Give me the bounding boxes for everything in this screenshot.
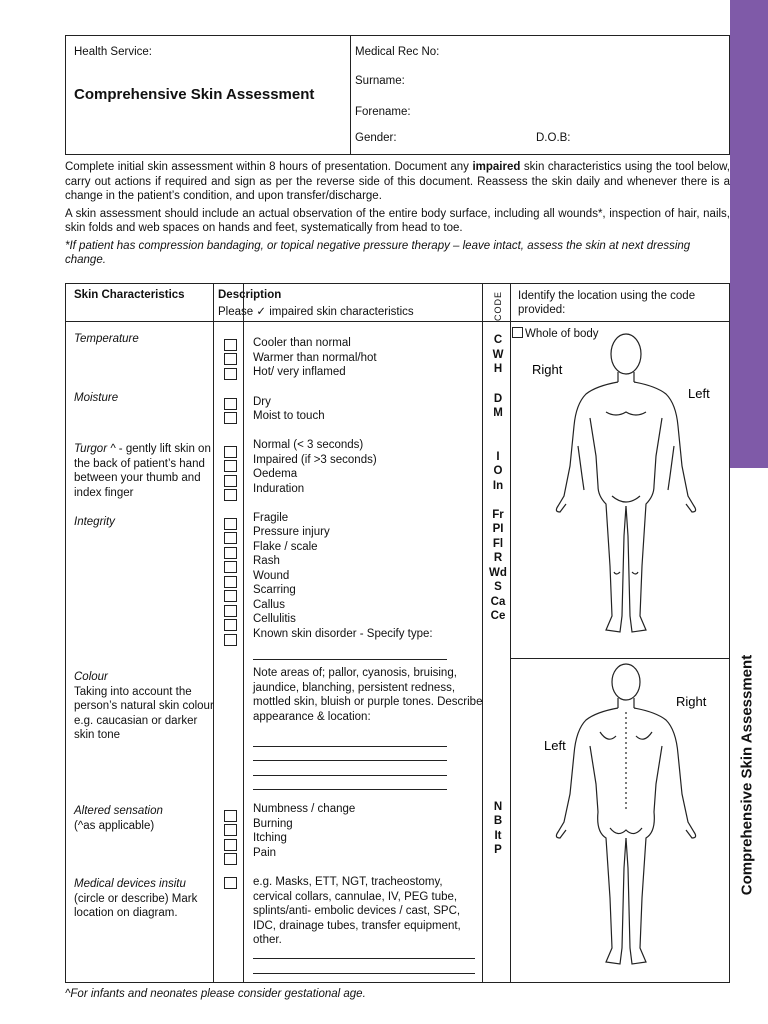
checkbox[interactable] <box>224 839 237 851</box>
moisture-item: Dry <box>253 396 271 408</box>
checkbox[interactable] <box>224 590 237 602</box>
devices-description: e.g. Masks, ETT, NGT, tracheostomy, cervical collars, cannulae, IV, PEG tube, splints/anti- embolic devices / cast, SPC, IDC, drainage tubes, transfer equipment, other. <box>253 876 461 946</box>
sensation-item: Numbness / change <box>253 803 356 815</box>
checkbox[interactable] <box>224 619 237 631</box>
moisture-item: Moist to touch <box>253 410 325 422</box>
code: Ce <box>490 610 506 622</box>
dob-label: D.O.B: <box>536 132 571 144</box>
instructions-p1: Complete initial skin assessment within 8 hours of presentation. Document any impaired skin characteristics using the tool below, carry out actions if required and sign as per the reverse side of this document. Reassess the skin daily and whenever there is a change in the patient’s condition, and upon transfer/discharge. <box>65 161 730 202</box>
divider <box>66 321 729 322</box>
colour-description: Note areas of; pallor, cyanosis, bruising, jaundice, blanching, persistent redness, mottled skin, bluish or purple tones. Describe appearance & location: <box>253 667 483 723</box>
code: B <box>493 815 503 827</box>
section-colour: Colour Taking into account the person’s natural skin colour e.g. caucasian or darker skin tone <box>74 671 214 741</box>
instructions <box>65 160 730 271</box>
code: P <box>494 844 502 856</box>
checkbox[interactable] <box>224 398 237 410</box>
instructions-p2: A skin assessment should include an actual observation of the entire body surface, including all wounds*, inspection of hair, nails, skin folds and web spaces on hands and feet, systematically from head to toe. <box>65 207 730 234</box>
sensation-item: Burning <box>253 818 293 830</box>
checkbox[interactable] <box>224 810 237 822</box>
checkbox[interactable] <box>224 475 237 487</box>
front-right-label: Right <box>532 362 563 377</box>
code: S <box>494 581 502 593</box>
code: N <box>493 801 503 813</box>
temperature-item: Cooler than normal <box>253 337 351 349</box>
col-characteristics: Skin Characteristics <box>74 289 185 301</box>
patient-header <box>65 35 730 155</box>
temperature-item: Warmer than normal/hot <box>253 352 377 364</box>
write-line[interactable] <box>253 958 475 959</box>
section-turgor: Turgor ^ - gently lift skin on the back of patient’s hand between your thumb and index finger <box>74 443 211 499</box>
checkbox[interactable] <box>224 605 237 617</box>
assessment-table <box>65 283 730 983</box>
code: M <box>493 407 503 419</box>
surname-label: Surname: <box>355 75 405 87</box>
integrity-item: Cellulitis <box>253 613 296 625</box>
write-line[interactable] <box>253 775 447 776</box>
integrity-item: Known skin disorder - Specify type: <box>253 628 433 640</box>
divider <box>510 658 729 659</box>
checkbox[interactable] <box>512 327 523 338</box>
write-line[interactable] <box>253 760 447 761</box>
checkbox[interactable] <box>224 353 237 365</box>
code: In <box>492 480 504 492</box>
integrity-item: Flake / scale <box>253 541 318 553</box>
code: Fl <box>492 538 504 550</box>
divider <box>510 284 511 982</box>
col-code: CODE <box>493 290 503 322</box>
section-sensation: Altered sensation (^as applicable) <box>74 805 163 832</box>
write-line[interactable] <box>253 746 447 747</box>
col-description-sub: Please ✓ impaired skin characteristics <box>218 306 414 318</box>
checkbox[interactable] <box>224 368 237 380</box>
integrity-item: Callus <box>253 599 285 611</box>
turgor-item: Normal (< 3 seconds) <box>253 439 364 451</box>
checkbox[interactable] <box>224 446 237 458</box>
integrity-item: Wound <box>253 570 290 582</box>
checkbox[interactable] <box>224 489 237 501</box>
code: Ca <box>490 596 506 608</box>
code: O <box>493 465 503 477</box>
checkbox[interactable] <box>224 339 237 351</box>
forename-label: Forename: <box>355 106 411 118</box>
code: It <box>494 830 502 842</box>
side-color-tab <box>730 0 768 468</box>
checkbox[interactable] <box>224 824 237 836</box>
back-right-label: Right <box>676 694 707 709</box>
front-left-label: Left <box>688 386 710 401</box>
instructions-p3: *If patient has compression bandaging, or topical negative pressure therapy – leave intact, assess the skin at next dressing change. <box>65 239 691 266</box>
footnote: ^For infants and neonates please consider gestational age. <box>65 988 366 1000</box>
health-service-label: Health Service: <box>74 46 152 58</box>
front-body-diagram[interactable] <box>526 326 726 651</box>
code: R <box>493 552 503 564</box>
col-description: Description <box>218 289 282 301</box>
section-devices: Medical devices insitu (circle or describe) Mark location on diagram. <box>74 878 198 919</box>
side-title: Comprehensive Skin Assessment <box>738 654 756 896</box>
section-integrity: Integrity <box>74 516 115 528</box>
back-body-diagram[interactable] <box>526 662 726 982</box>
checkbox[interactable] <box>224 547 237 559</box>
checkbox[interactable] <box>224 877 237 889</box>
checkbox[interactable] <box>224 853 237 865</box>
checkbox[interactable] <box>224 518 237 530</box>
write-line[interactable] <box>253 973 475 974</box>
integrity-item: Scarring <box>253 584 296 596</box>
checkbox[interactable] <box>224 460 237 472</box>
checkbox[interactable] <box>224 576 237 588</box>
page-title: Comprehensive Skin Assessment <box>74 86 315 103</box>
gender-label: Gender: <box>355 132 397 144</box>
checkbox[interactable] <box>224 561 237 573</box>
checkbox[interactable] <box>224 412 237 424</box>
turgor-item: Impaired (if >3 seconds) <box>253 454 377 466</box>
specify-line[interactable] <box>253 659 447 660</box>
sensation-item: Pain <box>253 847 277 859</box>
section-moisture: Moisture <box>74 392 119 404</box>
code: PI <box>492 523 504 535</box>
code: Wd <box>489 567 507 579</box>
checkbox[interactable] <box>224 532 237 544</box>
turgor-item: Oedema <box>253 468 298 480</box>
code: Fr <box>492 509 504 521</box>
code: H <box>493 363 503 375</box>
section-temperature: Temperature <box>74 333 139 345</box>
medical-rec-label: Medical Rec No: <box>355 46 440 58</box>
integrity-item: Fragile <box>253 512 289 524</box>
code: C <box>493 334 503 346</box>
checkbox[interactable] <box>224 634 237 646</box>
code: D <box>493 393 503 405</box>
divider <box>243 284 244 982</box>
header-left <box>66 36 351 154</box>
col-location: Identify the location using the code provided: <box>518 290 696 316</box>
whole-of-body-option[interactable]: Whole of body <box>512 327 599 340</box>
temperature-item: Hot/ very inflamed <box>253 366 346 378</box>
code: W <box>492 349 504 361</box>
sensation-item: Itching <box>253 832 287 844</box>
turgor-item: Induration <box>253 483 305 495</box>
write-line[interactable] <box>253 789 447 790</box>
code: I <box>496 451 500 463</box>
integrity-item: Rash <box>253 555 280 567</box>
integrity-item: Pressure injury <box>253 526 330 538</box>
back-left-label: Left <box>544 738 566 753</box>
